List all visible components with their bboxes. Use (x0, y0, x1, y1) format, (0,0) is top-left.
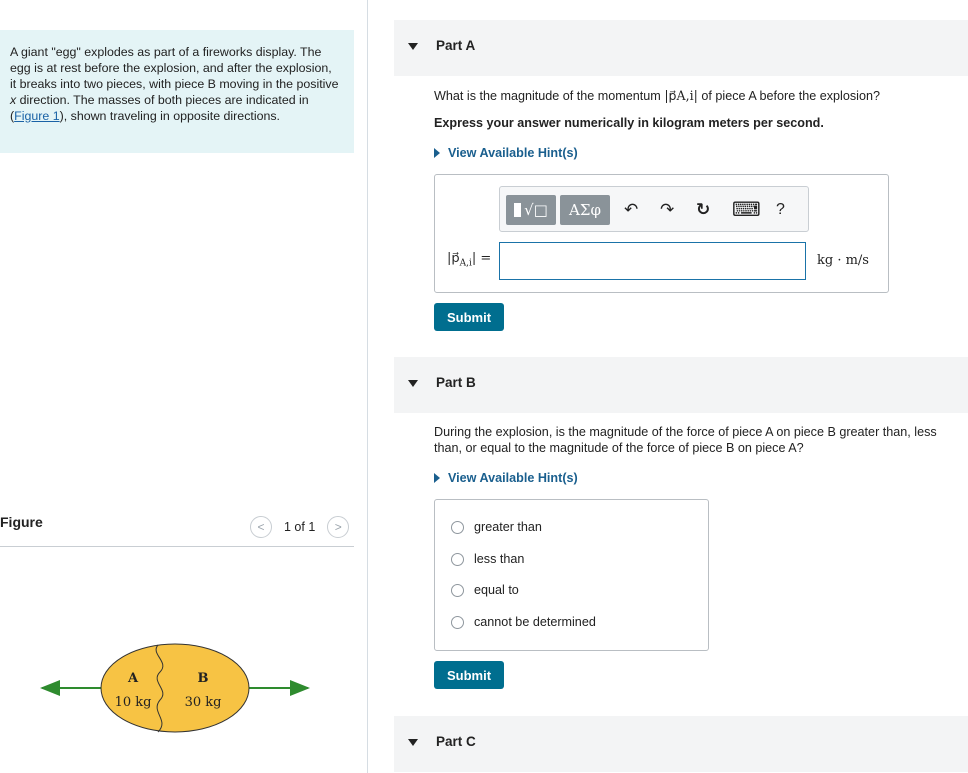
option-label: cannot be determined (474, 615, 596, 629)
piece-b-label: B (197, 671, 209, 686)
part-b-title: Part B (436, 375, 476, 390)
problem-statement (0, 30, 354, 153)
expand-triangle-icon (434, 148, 440, 158)
problem-text-2: direction. The masses of both pieces are indicated in ( (10, 93, 309, 123)
label-equals: | = (471, 251, 492, 266)
part-a-question-start: What is the magnitude of the momentum (434, 89, 665, 103)
problem-text-1: A giant "egg" explodes as part of a fireworks display. The egg is at rest before the explosion, and after the explosion, it breaks into two pieces, with piece B moving in the positive (10, 45, 339, 91)
keyboard-icon[interactable]: ⌨ (732, 199, 761, 221)
part-a-question-end: of piece A before the explosion? (697, 89, 880, 103)
math-toolbar (499, 186, 809, 232)
radio-button[interactable] (451, 584, 464, 597)
radio-button[interactable] (451, 553, 464, 566)
figure-link[interactable]: Figure 1 (14, 109, 60, 123)
radio-button[interactable] (451, 616, 464, 629)
problem-italic-x: x (10, 93, 17, 107)
answer-unit: kg · m/s (817, 253, 869, 268)
part-b-hint-toggle[interactable] (434, 471, 578, 485)
problem-text-3: ), shown traveling in opposite directions. (59, 109, 281, 123)
option-label: less than (474, 552, 525, 566)
label-p-vector: |p⃗ (447, 251, 460, 266)
part-b-hint-label: View Available Hint(s) (448, 471, 578, 485)
part-a-header[interactable] (394, 20, 968, 76)
part-a-question (434, 88, 880, 104)
symbols-button[interactable]: ΑΣφ (560, 195, 610, 225)
label-subscript: A,i (459, 258, 472, 269)
part-a-title: Part A (436, 38, 476, 53)
problem-panel (0, 0, 368, 773)
sqrt-template-icon: √□ (524, 201, 548, 219)
part-b-question: During the explosion, is the magnitude of the force of piece A on piece B greater than, less than, or equal to the magnitude of the force of piece B on piece A? (434, 425, 937, 455)
help-icon[interactable]: ? (776, 201, 785, 218)
part-c-title: Part C (436, 734, 476, 749)
part-a-instruction: Express your answer numerically in kilogram meters per second. (434, 116, 824, 130)
part-c-header[interactable] (394, 716, 968, 772)
option-label: greater than (474, 520, 542, 534)
chevron-left-icon: < (257, 520, 265, 534)
answer-variable-label (447, 251, 491, 269)
chevron-right-icon: > (334, 520, 342, 534)
figure-heading: Figure (0, 514, 43, 530)
option-less-than[interactable] (451, 552, 524, 566)
part-b-options (434, 499, 709, 651)
collapse-triangle-icon (408, 43, 418, 50)
next-figure-button[interactable] (327, 516, 349, 538)
part-b-submit-button[interactable]: Submit (434, 661, 504, 689)
mass-a-label: 10 kg (114, 695, 152, 710)
part-a-answer-box (434, 174, 889, 293)
reset-icon[interactable]: ↻ (696, 200, 711, 219)
egg-explosion-figure (30, 640, 320, 740)
option-equal-to[interactable] (451, 583, 519, 597)
radio-button[interactable] (451, 521, 464, 534)
part-a-submit-button[interactable]: Submit (434, 303, 504, 331)
collapse-triangle-icon (408, 380, 418, 387)
option-greater-than[interactable] (451, 520, 542, 534)
part-b-header[interactable] (394, 357, 968, 413)
piece-a-label: A (127, 671, 139, 686)
figure-divider (0, 546, 354, 547)
figure-pager (250, 516, 349, 538)
mass-b-label: 30 kg (184, 695, 222, 710)
figure-page-indicator: 1 of 1 (284, 520, 316, 534)
momentum-symbol: |p⃗A,i| (664, 88, 698, 103)
collapse-triangle-icon (408, 739, 418, 746)
templates-button[interactable] (506, 195, 556, 225)
undo-icon[interactable]: ↶ (624, 200, 639, 219)
template-block-icon (514, 203, 521, 217)
prev-figure-button[interactable] (250, 516, 272, 538)
part-a-hint-label: View Available Hint(s) (448, 146, 578, 160)
option-label: equal to (474, 583, 519, 597)
expand-triangle-icon (434, 473, 440, 483)
part-a-hint-toggle[interactable] (434, 146, 578, 160)
redo-icon[interactable]: ↷ (660, 200, 675, 219)
momentum-answer-input[interactable] (499, 242, 806, 280)
option-cannot-be-determined[interactable] (451, 615, 596, 629)
egg-shape (101, 644, 249, 732)
column-divider (367, 0, 368, 773)
